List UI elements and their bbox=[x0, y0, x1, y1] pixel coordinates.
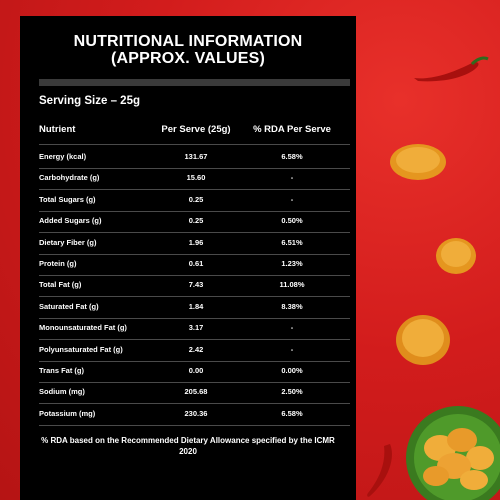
header-divider bbox=[39, 144, 350, 145]
table-row bbox=[20, 382, 356, 403]
table-row bbox=[20, 147, 356, 168]
rda-cell: - bbox=[290, 194, 294, 204]
per-serve-cell: 2.42 bbox=[188, 344, 204, 354]
table-row bbox=[20, 233, 356, 254]
chili-pepper-icon bbox=[362, 440, 402, 500]
nutrient-cell: Total Sugars (g) bbox=[39, 194, 96, 204]
table-row bbox=[20, 254, 356, 275]
rda-cell: 8.38% bbox=[281, 301, 303, 311]
nutrient-cell: Monounsaturated Fat (g) bbox=[39, 323, 127, 333]
table-row bbox=[20, 340, 356, 361]
nutrient-cell: Dietary Fiber (g) bbox=[39, 237, 97, 247]
per-serve-cell: 0.61 bbox=[188, 259, 204, 268]
rda-cell: - bbox=[290, 323, 294, 333]
table-row bbox=[20, 361, 356, 382]
nutrient-cell: Sodium (mg) bbox=[39, 387, 85, 397]
rda-cell: 0.50% bbox=[281, 216, 303, 226]
nutrient-cell: Added Sugars (g) bbox=[39, 216, 102, 226]
table-row bbox=[20, 275, 356, 296]
table-row bbox=[20, 404, 356, 425]
table-row bbox=[20, 168, 356, 189]
per-serve-cell: 7.43 bbox=[188, 280, 204, 290]
per-serve-cell: 131.67 bbox=[184, 152, 208, 161]
table-row bbox=[20, 297, 356, 318]
per-serve-cell: 0.25 bbox=[188, 216, 204, 226]
per-serve-cell: 0.25 bbox=[188, 194, 204, 204]
rda-cell: 0.00% bbox=[281, 366, 303, 375]
row-divider bbox=[39, 425, 350, 426]
per-serve-cell: 15.60 bbox=[186, 173, 206, 183]
per-serve-cell: 0.00 bbox=[188, 366, 204, 375]
footnote: % RDA based on the Recommended Dietary Allowance specified by the ICMR 2020 bbox=[41, 436, 335, 456]
rda-cell: 6.58% bbox=[281, 408, 303, 418]
plantain-chip-icon bbox=[434, 236, 478, 276]
per-serve-cell: 1.84 bbox=[188, 301, 204, 311]
rda-cell: - bbox=[290, 173, 294, 183]
chili-pepper-icon bbox=[410, 56, 490, 86]
title-line-2: (APPROX. VALUES) bbox=[110, 50, 266, 67]
title-line-1: NUTRITIONAL INFORMATION bbox=[73, 33, 303, 50]
header-per-serve: Per Serve (25g) bbox=[161, 124, 231, 135]
plantain-chip-icon bbox=[394, 312, 452, 368]
serving-size: Serving Size – 25g bbox=[39, 95, 140, 107]
nutrition-panel bbox=[20, 16, 356, 500]
table-row bbox=[20, 318, 356, 339]
table-row bbox=[20, 190, 356, 211]
nutrient-cell: Energy (kcal) bbox=[39, 152, 87, 161]
chip-bowl-icon bbox=[400, 400, 500, 500]
table-row bbox=[20, 211, 356, 232]
rda-cell: 11.08% bbox=[279, 280, 305, 290]
rda-cell: 2.50% bbox=[281, 387, 303, 397]
per-serve-cell: 230.36 bbox=[184, 408, 208, 418]
header-rda: % RDA Per Serve bbox=[253, 124, 331, 135]
header-nutrient: Nutrient bbox=[39, 124, 76, 135]
per-serve-cell: 1.96 bbox=[188, 237, 204, 247]
nutrient-cell: Trans Fat (g) bbox=[39, 366, 85, 375]
rda-cell: 6.58% bbox=[281, 152, 303, 161]
nutrient-cell: Saturated Fat (g) bbox=[39, 301, 99, 311]
nutrient-cell: Carbohydrate (g) bbox=[39, 173, 100, 183]
rda-cell: - bbox=[290, 344, 294, 354]
per-serve-cell: 3.17 bbox=[188, 323, 204, 333]
nutrient-cell: Polyunsaturated Fat (g) bbox=[39, 344, 123, 354]
nutrient-cell: Potassium (mg) bbox=[39, 408, 96, 418]
title-divider bbox=[39, 79, 350, 86]
plantain-chip-icon bbox=[388, 140, 448, 184]
rda-cell: 6.51% bbox=[281, 237, 303, 247]
panel-title bbox=[20, 33, 356, 67]
nutrient-cell: Total Fat (g) bbox=[39, 280, 82, 290]
nutrient-cell: Protein (g) bbox=[39, 259, 77, 268]
per-serve-cell: 205.68 bbox=[184, 387, 208, 397]
rda-cell: 1.23% bbox=[281, 259, 303, 268]
